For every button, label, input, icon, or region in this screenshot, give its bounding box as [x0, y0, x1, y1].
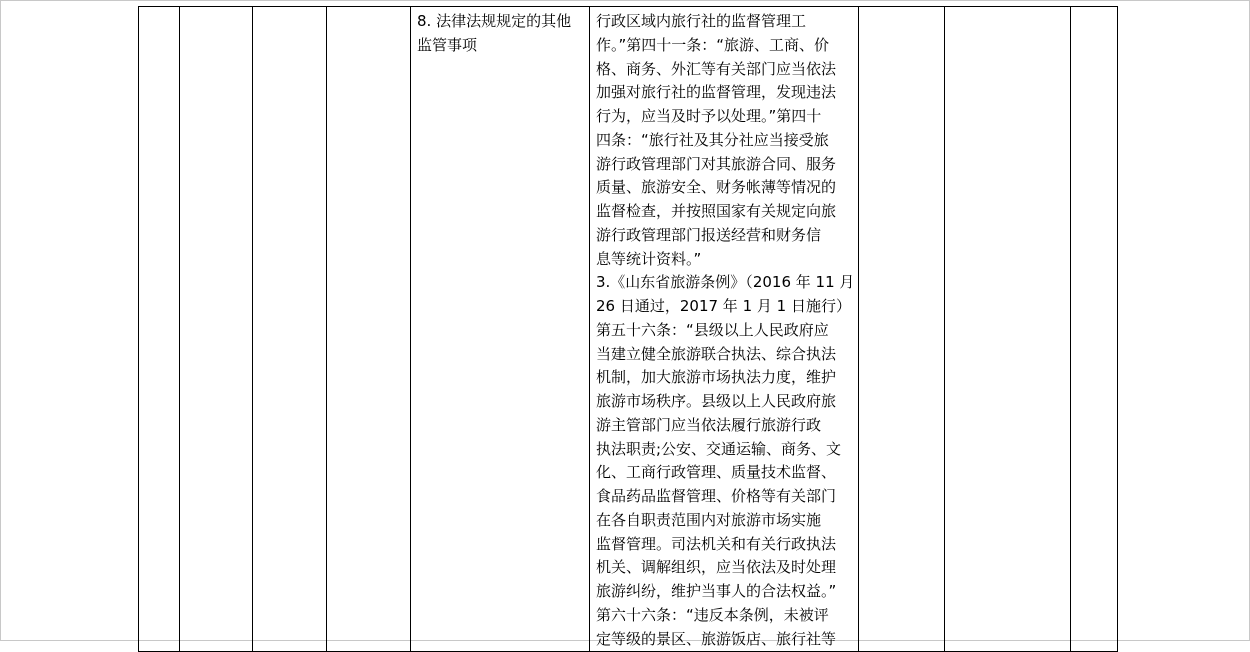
legal-basis-line: 定等级的景区、旅游饭店、旅行社等 [596, 629, 837, 648]
legal-basis-line: 执法职责;公安、交通运输、商务、文 [596, 439, 842, 458]
legal-basis-line: 旅游市场秩序。县级以上人民政府旅 [596, 392, 837, 410]
legal-basis-line: 3.《山东省旅游条例》（2016 年 11 月 [596, 273, 855, 292]
item-text-line: 8. 法律法规规定的其他 [417, 12, 572, 30]
legal-basis-line: 格、商务、外汇等有关部门应当依法 [596, 59, 837, 78]
legal-basis-line: 第五十六条：“县级以上人民政府应 [596, 320, 829, 339]
legal-basis-line: 四条：“旅行社及其分社应当接受旅 [596, 130, 829, 149]
legal-basis-line: 26 日通过，2017 年 1 月 1 日施行） [596, 297, 851, 315]
cell-department [945, 7, 1071, 652]
legal-basis-line: 游主管部门应当依法履行旅游行政 [596, 415, 822, 434]
legal-basis-line: 监督管理。司法机关和有关行政执法 [596, 534, 837, 553]
legal-basis-line: 机关、调解组织，应当依法及时处理 [596, 558, 837, 577]
legal-basis-line: 游行政管理部门报送经营和财务信 [596, 225, 822, 244]
cell-subcategory [253, 7, 327, 652]
item-text [411, 7, 589, 58]
cell-subject [327, 7, 411, 652]
legal-basis-line: 质量、旅游安全、财务帐薄等情况的 [596, 178, 837, 197]
legal-basis-line: 作。”第四十一条：“旅游、工商、价 [596, 35, 830, 54]
legal-basis-line: 行为，应当及时予以处理。”第四十 [596, 107, 822, 125]
legal-basis-line: 机制，加大旅游市场执法力度，维护 [596, 368, 837, 387]
legal-basis-line: 当建立健全旅游联合执法、综合执法 [596, 344, 837, 363]
legal-basis-line: 息等统计资料。” [596, 249, 702, 268]
legal-basis-line: 旅游纠纷，维护当事人的合法权益。” [596, 582, 837, 600]
legal-basis-line: 游行政管理部门对其旅游合同、服务 [596, 154, 837, 173]
legal-basis-text [590, 7, 858, 651]
cell-serial [139, 7, 180, 652]
legal-basis-line: 监督检查，并按照国家有关规定向旅 [596, 202, 837, 220]
legal-basis-line: 第六十六条：“违反本条例，未被评 [596, 605, 829, 624]
table-row [139, 7, 1118, 652]
cell-method [859, 7, 945, 652]
legal-basis-line: 食品药品监督管理、价格等有关部门 [596, 487, 837, 505]
cell-basis [590, 7, 859, 652]
legal-basis-line: 化、工商行政管理、质量技术监督、 [596, 463, 837, 482]
legal-basis-line: 行政区域内旅行社的监督管理工 [596, 12, 807, 30]
regulation-table [138, 6, 1118, 652]
cell-category [180, 7, 253, 652]
cell-remark [1071, 7, 1118, 652]
legal-basis-line: 在各自职责范围内对旅游市场实施 [596, 510, 822, 529]
cell-item [411, 7, 590, 652]
legal-basis-line: 加强对旅行社的监督管理，发现违法 [596, 83, 837, 102]
item-text-line: 监管事项 [417, 35, 478, 54]
